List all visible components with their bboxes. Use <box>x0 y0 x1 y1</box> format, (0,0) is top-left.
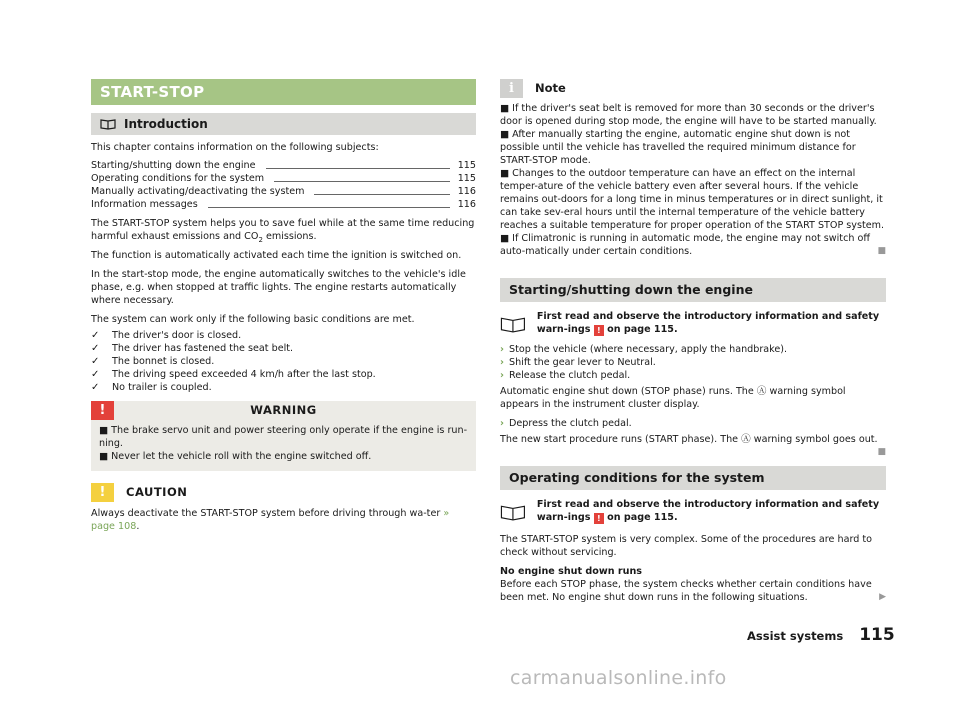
exclamation-icon: ! <box>91 483 114 502</box>
paragraph-idle: In the start-stop mode, the engine automatically switches to the vehicle's idle phase, e.g. when stopped at traffic lights. The engine restarts automatically where necessary. <box>91 269 466 306</box>
page-footer <box>747 625 895 645</box>
end-marker-icon: ■ <box>877 246 886 256</box>
list-item: ■ After manually starting the engine, automatic engine shut down is not possible until the vehicle has travelled the required minimum distance for START-STOP mode. <box>500 129 856 166</box>
list-item: ✓ The driver has fastened the seat belt. <box>91 343 294 354</box>
book-icon <box>500 500 526 524</box>
book-icon <box>500 312 526 336</box>
arrow-icon: › <box>500 344 504 355</box>
list-item: ✓ No trailer is coupled. <box>91 382 212 393</box>
footer-section: Assist systems <box>747 629 844 643</box>
end-marker-icon: ■ <box>877 447 886 457</box>
note-body <box>500 102 886 258</box>
list-item: › Depress the clutch pedal. <box>500 418 632 429</box>
exclamation-icon: ! <box>91 401 114 420</box>
toc-item[interactable]: Information messages 116 <box>91 199 476 210</box>
chapter-title: START-STOP <box>91 79 476 105</box>
list-item: › Stop the vehicle (where necessary, apply the handbrake). <box>500 344 788 355</box>
warning-icon[interactable]: ! <box>594 513 604 524</box>
list-item: ■ If Climatronic is running in automatic mode, the engine may not switch off auto-matically under certain conditions. ■ <box>500 233 886 257</box>
list-item: ✓ The bonnet is closed. <box>91 356 215 367</box>
steps-list <box>500 343 886 382</box>
check-icon: ✓ <box>91 343 100 354</box>
conditions-list <box>91 329 476 394</box>
introduction-heading <box>91 113 476 135</box>
intro-text: This chapter contains information on the following subjects: <box>91 142 379 153</box>
continue-arrow-icon: ▶ <box>879 592 886 602</box>
intro-reference: First read and observe the introductory information and safety warn-ings ! on page 115. <box>500 310 886 336</box>
table-of-contents <box>91 159 476 211</box>
page-link[interactable]: » page 108 <box>91 508 450 532</box>
list-item: ✓ The driver's door is closed. <box>91 330 242 341</box>
list-item: ■ The brake servo unit and power steering only operate if the engine is run-ning. <box>99 425 468 449</box>
section-heading: Operating conditions for the system <box>500 466 886 490</box>
book-icon <box>100 118 116 130</box>
no-shutdown-text: Before each STOP phase, the system checks whether certain conditions have been met. No engine shut down runs in the following situations. ▶ <box>500 579 886 603</box>
section-heading: Starting/shutting down the engine <box>500 278 886 302</box>
introduction-title: Introduction <box>124 117 208 131</box>
restart-text: The new start procedure runs (START phase). The Ⓐ warning symbol goes out. ■ <box>500 434 886 457</box>
list-item: ■ Never let the vehicle roll with the engine switched off. <box>99 451 372 462</box>
toc-item[interactable]: Starting/shutting down the engine 115 <box>91 160 476 171</box>
intro-reference: First read and observe the introductory information and safety warn-ings ! on page 115. <box>500 498 886 524</box>
paragraph-conditions: The system can work only if the following basic conditions are met. <box>91 314 415 325</box>
check-icon: ✓ <box>91 369 100 380</box>
check-icon: ✓ <box>91 356 100 367</box>
watermark: carmanualsonline.info <box>510 667 727 689</box>
paragraph-activation: The function is automatically activated each time the ignition is switched on. <box>91 250 462 261</box>
right-column <box>500 79 886 604</box>
shutdown-text: Automatic engine shut down (STOP phase) runs. The Ⓐ warning symbol appears in the instrument cluster display. <box>500 386 846 410</box>
check-icon: ✓ <box>91 382 100 393</box>
warning-icon[interactable]: ! <box>594 325 604 336</box>
toc-item[interactable]: Operating conditions for the system 115 <box>91 173 476 184</box>
arrow-icon: › <box>500 370 504 381</box>
complex-text: The START-STOP system is very complex. Some of the procedures are hard to check without servicing. <box>500 534 872 558</box>
list-item: ■ Changes to the outdoor temperature can have an effect on the internal temper-ature of the vehicle battery even after several hours. If the vehicle remains out-doors for a long time in minus temperatures or in direct sunlight, it can take sev-eral hours until the internal temperature of the vehicle battery reaches a suitable temperature for proper operation of the START STOP system. <box>500 168 885 231</box>
page-number: 115 <box>859 625 895 645</box>
list-item: ■ If the driver's seat belt is removed for more than 30 seconds or the driver's door is opened during stop mode, the engine will have to be started manually. <box>500 103 877 127</box>
list-item: ✓ The driving speed exceeded 4 km/h after the last stop. <box>91 369 376 380</box>
arrow-icon: › <box>500 418 504 429</box>
info-icon: i <box>500 79 523 98</box>
steps-list <box>500 417 886 430</box>
check-icon: ✓ <box>91 330 100 341</box>
left-column <box>91 79 476 533</box>
caution-heading: ! CAUTION <box>91 483 476 502</box>
subheading: No engine shut down runs <box>500 566 643 577</box>
arrow-icon: › <box>500 357 504 368</box>
list-item: › Release the clutch pedal. <box>500 370 631 381</box>
toc-item[interactable]: Manually activating/deactivating the system 116 <box>91 186 476 197</box>
note-heading: i Note <box>500 79 886 98</box>
caution-text: Always deactivate the START-STOP system before driving through wa-ter » page 108. <box>91 508 450 532</box>
paragraph-fuel: The START-STOP system helps you to save fuel while at the same time reducing harmful exhaust emissions and $CO_2$ emissions. <box>91 218 475 244</box>
warning-box <box>91 401 476 471</box>
warning-title: WARNING <box>250 403 317 417</box>
list-item: › Shift the gear lever to Neutral. <box>500 357 656 368</box>
